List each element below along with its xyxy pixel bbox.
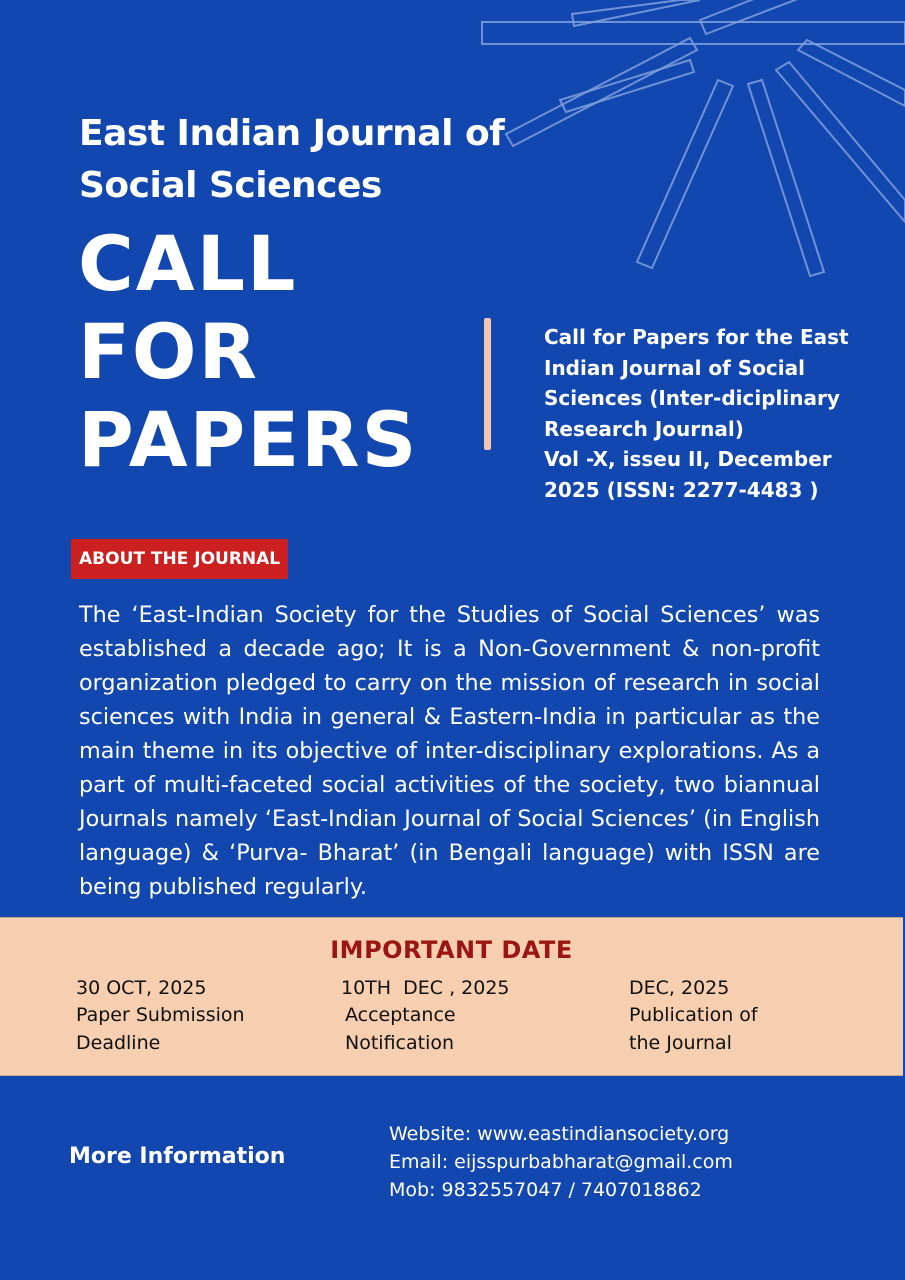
vertical-divider xyxy=(484,318,491,450)
cfp-summary-line: 2025 (ISSN: 2277-4483 ) xyxy=(544,477,819,502)
date-value: 30 OCT, 2025 xyxy=(76,977,207,999)
important-dates-heading: IMPORTANT DATE xyxy=(330,936,573,964)
cfp-summary xyxy=(544,322,852,505)
cfp-summary-line: Indian Journal of Social xyxy=(544,355,805,380)
date-value: DEC, 2025 xyxy=(629,977,730,999)
date-item-submission xyxy=(76,974,245,1057)
journal-title-line: Social Sciences xyxy=(79,165,382,206)
date-label: Notification xyxy=(345,1031,455,1054)
contact-details xyxy=(389,1120,733,1204)
date-label: Publication of xyxy=(629,1004,758,1026)
date-label: Paper Submission xyxy=(76,1004,245,1026)
cfp-summary-line: Call for Papers for the East xyxy=(544,325,849,349)
journal-title-line: East Indian Journal of xyxy=(79,113,505,154)
date-item-publication xyxy=(629,974,758,1057)
about-badge: ABOUT THE JOURNAL xyxy=(72,540,287,578)
heading-line-papers: PAPERS xyxy=(78,395,419,484)
date-value: 10TH DEC , 2025 xyxy=(341,977,510,999)
call-for-papers-heading xyxy=(78,220,478,484)
cfp-summary-line: Research Journal) xyxy=(544,416,744,441)
cfp-summary-line: Sciences (Inter-diciplinary xyxy=(544,386,840,410)
date-label: Deadline xyxy=(76,1031,161,1054)
phone-numbers: Mob: 9832557047 / 7407018862 xyxy=(389,1179,702,1201)
cfp-summary-line: Vol -X, isseu II, December xyxy=(544,447,832,471)
date-item-acceptance xyxy=(341,974,510,1057)
journal-title xyxy=(79,108,519,212)
heading-line-for: FOR xyxy=(78,307,260,396)
date-label: the Journal xyxy=(629,1031,732,1054)
important-dates-section xyxy=(0,917,903,1076)
date-label: Acceptance xyxy=(345,1004,456,1026)
more-information-label: More Information xyxy=(69,1144,286,1169)
heading-line-call: CALL xyxy=(78,219,298,308)
website-link[interactable]: Website: www.eastindiansociety.org xyxy=(389,1123,730,1145)
about-paragraph: The ‘East-Indian Society for the Studies of Social Sciences’ was established a decade ago; It is a Non-Government & non-profit organization pledged to carry on the mission of research in social sciences with India in general & Eastern-India in particular as the main theme in its objective of inter-disciplinary explorations. As a part of multi-faceted social activities of the society, two biannual Journals namely ‘East-Indian Journal of Social Sciences’ (in English language) & ‘Purva- Bharat’ (in Bengali language) with ISSN are being published regularly. xyxy=(79,602,820,900)
email-link[interactable]: Email: eijsspurbabharat@gmail.com xyxy=(389,1151,733,1173)
